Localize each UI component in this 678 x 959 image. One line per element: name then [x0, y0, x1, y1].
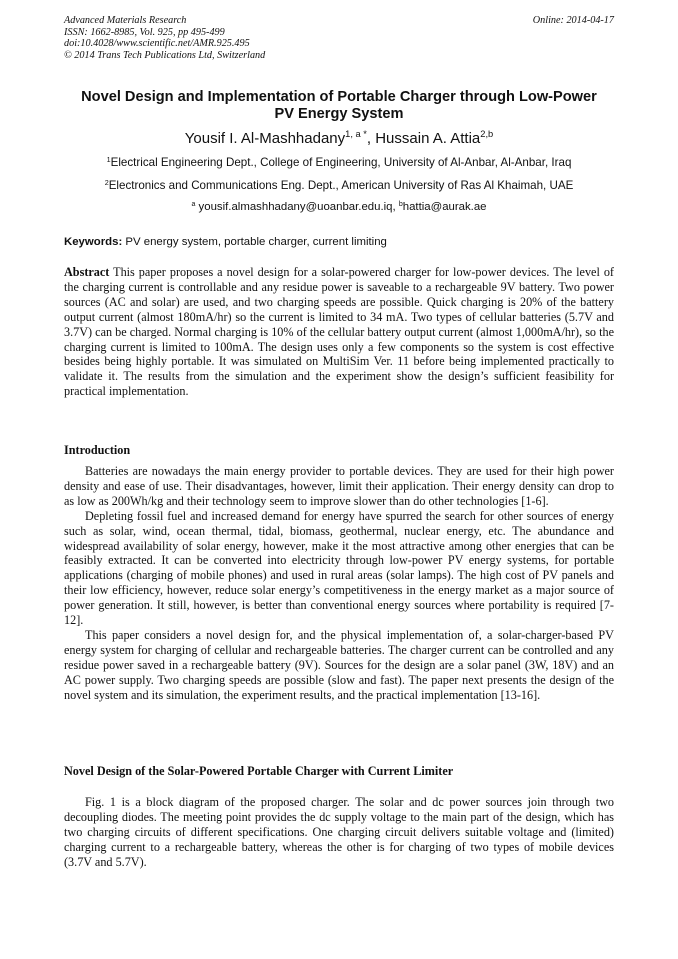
affiliation-text: Electronics and Communications Eng. Dept., American University of Ras Al Khaimah, UAE	[108, 179, 574, 192]
introduction-section	[64, 464, 614, 703]
email-superscript: a	[191, 200, 196, 208]
email-address[interactable]: yousif.almashhadany@uoanbar.edu.iq,	[195, 201, 399, 213]
affiliation	[30, 179, 648, 194]
affiliation-text: Electrical Engineering Dept., College of Engineering, University of Al-Anbar, Al-Anbar, Iraq	[110, 156, 572, 169]
paragraph: Depleting fossil fuel and increased demand for energy have spurred the search for other sources of energy such as solar, wind, ocean thermal, tidal, biomass, geothermal, nuclear energy, etc. The abundance and widespread availability of solar energy, however, make it the most attractive among other energies that can be feasibly extracted. It can be converted into electricity through low-power PV energy systems, for portable applications (charging of mobile phones) and used in rural areas (solar lamps). The high cost of PV panels and their low efficiency, however, reduce solar energy’s competitiveness in the energy market as a major source of power generation. It still, however, is better than conventional energy sources where portability is required [7-12].	[64, 508, 614, 628]
affiliation	[30, 156, 648, 171]
affiliation-superscript: 2	[104, 177, 109, 187]
email-superscript: b	[398, 200, 403, 208]
novel-design-section	[64, 795, 614, 870]
email-line	[30, 200, 648, 216]
author-line	[40, 130, 638, 149]
abstract-text: This paper proposes a novel design for a solar-powered charger for low-power devices. The level of the charging current is controllable and any residue power is saveable to a rechargeable 9V battery. Two power sources (AC and solar) are used, and two charging speeds are possible. Quick charging is 20% of the battery output current (almost 180mA/hr) so the current is limited to 34 mA. Two types of cellular batteries (5.7V and 3.7V) can be charged. Normal charging is 10% of the cellular battery output current (almost 1,000mA/hr), so the charging current is limited to 100mA. The design uses only a few components so the system is cost effective besides being highly portable. It was simulated on MultiSim Ver. 11 before being implemented practically to validate it. The results from the simulation and the experiment show the design’s sufficient feasibility for practical implementation.	[64, 265, 614, 399]
author-superscript: 1, a *	[345, 129, 367, 140]
keywords-label: Keywords:	[64, 236, 123, 248]
journal-header	[64, 15, 614, 61]
online-date: Online: 2014-04-17	[532, 15, 614, 26]
paper-title: Novel Design and Implementation of Portable Charger through Low-Power PV Energy System	[81, 89, 597, 122]
author-superscript: 2,b	[480, 129, 494, 140]
section-heading: Introduction	[64, 443, 131, 457]
keywords-text: PV energy system, portable charger, current limiting	[122, 236, 387, 248]
author-name: Hussain A. Attia	[375, 130, 481, 147]
journal-name: Advanced Materials Research	[64, 15, 187, 26]
abstract	[64, 265, 614, 399]
author-name: Yousif I. Al-Mashhadany	[184, 130, 346, 147]
email-address[interactable]: hattia@aurak.ae	[402, 201, 487, 213]
abstract-label: Abstract	[64, 265, 110, 279]
paragraph: Fig. 1 is a block diagram of the proposed charger. The solar and dc power sources join through two decoupling diodes. The meeting point provides the dc supply voltage to the main part of the design, which has two charging circuits of different specifications. One charging circuit delivers suitable voltage and (limited) charging current to a rechargeable battery, whereas the other is for charging of two types of mobile devices (3.7V and 5.7V).	[64, 795, 614, 869]
section-heading: Novel Design of the Solar-Powered Portable Charger with Current Limiter	[64, 764, 454, 778]
paragraph: Batteries are nowadays the main energy provider to portable devices. They are used for their high power density and ease of use. Their disadvantages, however, limit their application. Their energy density can drop to as low as 200Wh/kg and their technology seem to improve slower than do other technologies [1-6].	[64, 464, 614, 508]
doi-line[interactable]: doi:10.4028/www.scientific.net/AMR.925.495	[64, 38, 250, 49]
affiliation-superscript: 1	[106, 154, 111, 164]
issn-line: ISSN: 1662-8985, Vol. 925, pp 495-499	[64, 26, 225, 38]
paragraph: This paper considers a novel design for, and the physical implementation of, a solar-charger-based PV energy system for charging of cellular and rechargeable batteries. The charger current can be controlled and any residue power saved in a rechargeable battery (9V). Sources for the design are a solar panel (3W, 18V) and an AC power supply. Two charging speeds are possible (slow and fast). The paper next presents the design of the novel system and its simulation, the experiment results, and the practical implementation [13-16].	[64, 627, 614, 702]
copyright-line: © 2014 Trans Tech Publications Ltd, Switzerland	[64, 49, 266, 61]
keywords	[64, 235, 614, 249]
author-separator: ,	[366, 130, 376, 147]
